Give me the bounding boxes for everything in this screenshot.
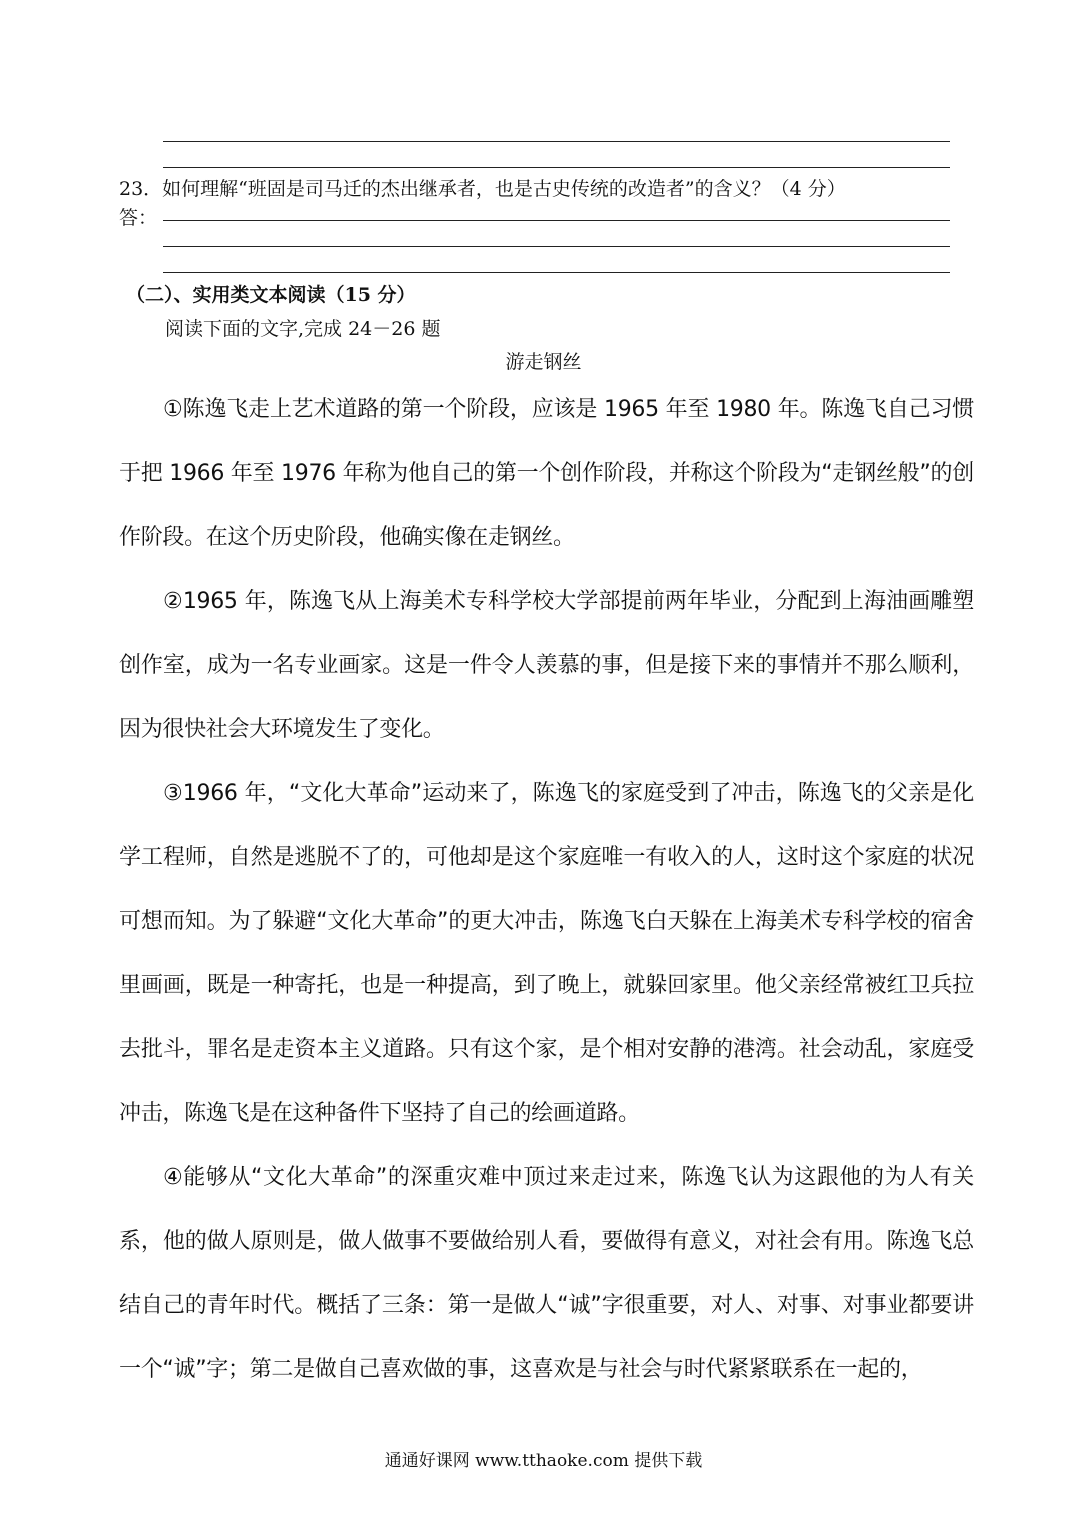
question-23: 23．如何理解“班固是司马迁的杰出继承者，也是古史传统的改造者”的含义？（4 分） xyxy=(119,178,846,200)
paragraph-3: ③1966 年，“文化大革命”运动来了，陈逸飞的家庭受到了冲击，陈逸飞的父亲是化学工程师，自然是逃脱不了的，可他却是这个家庭唯一有收入的人，这时这个家庭的状况可想而知。为了躲避“文化大革命”的更大冲击，陈逸飞白天躲在上海美术专科学校的宿舍里画画，既是一种寄托，也是一种提高，到了晚上，就躲回家里。他父亲经常被红卫兵拉去批斗，罪名是走资本主义道路。只有这个家，是个相对安静的港湾。社会动乱，家庭受冲击，陈逸飞是在这种备件下坚持了自己的绘画道路。 xyxy=(119,781,974,1126)
answer-line[interactable] xyxy=(163,246,950,247)
paragraph-2: ②1965 年，陈逸飞从上海美术专科学校大学部提前两年毕业，分配到上海油画雕塑创作室，成为一名专业画家。这是一件令人羡慕的事，但是接下来的事情并不那么顺利，因为很快社会大环境发生了变化。 xyxy=(119,589,974,742)
section-heading: （二）、实用类文本阅读（15 分） xyxy=(126,284,416,306)
answer-line xyxy=(163,141,950,142)
answer-line[interactable] xyxy=(163,272,950,273)
paragraph-4: ④能够从“文化大革命”的深重灾难中顶过来走过来，陈逸飞认为这跟他的为人有关系，他的做人原则是，做人做事不要做给别人看，要做得有意义，对社会有用。陈逸飞总结自己的青年时代。概括了三条：第一是做人“诚”字很重要，对人、对事、对事业都要讲一个“诚”字；第二是做自己喜欢做的事，这喜欢是与社会与时代紧紧联系在一起的， xyxy=(119,1165,974,1382)
answer-line[interactable] xyxy=(163,220,950,221)
article-body xyxy=(119,378,974,1402)
answer-label: 答： xyxy=(119,207,158,229)
page-footer: 通通好课网 www.tthaoke.com 提供下载 xyxy=(384,1451,703,1471)
article-title: 游走钢丝 xyxy=(505,351,582,373)
paragraph-1: ①陈逸飞走上艺术道路的第一个阶段，应该是 1965 年至 1980 年。陈逸飞自己习惯于把 1966 年至 1976 年称为他自己的第一个创作阶段，并称这个阶段为“走钢丝般”的创作阶段。在这个历史阶段，他确实像在走钢丝。 xyxy=(119,397,974,550)
answer-line xyxy=(163,167,950,168)
section-instruction: 阅读下面的文字,完成 24－26 题 xyxy=(165,318,441,340)
